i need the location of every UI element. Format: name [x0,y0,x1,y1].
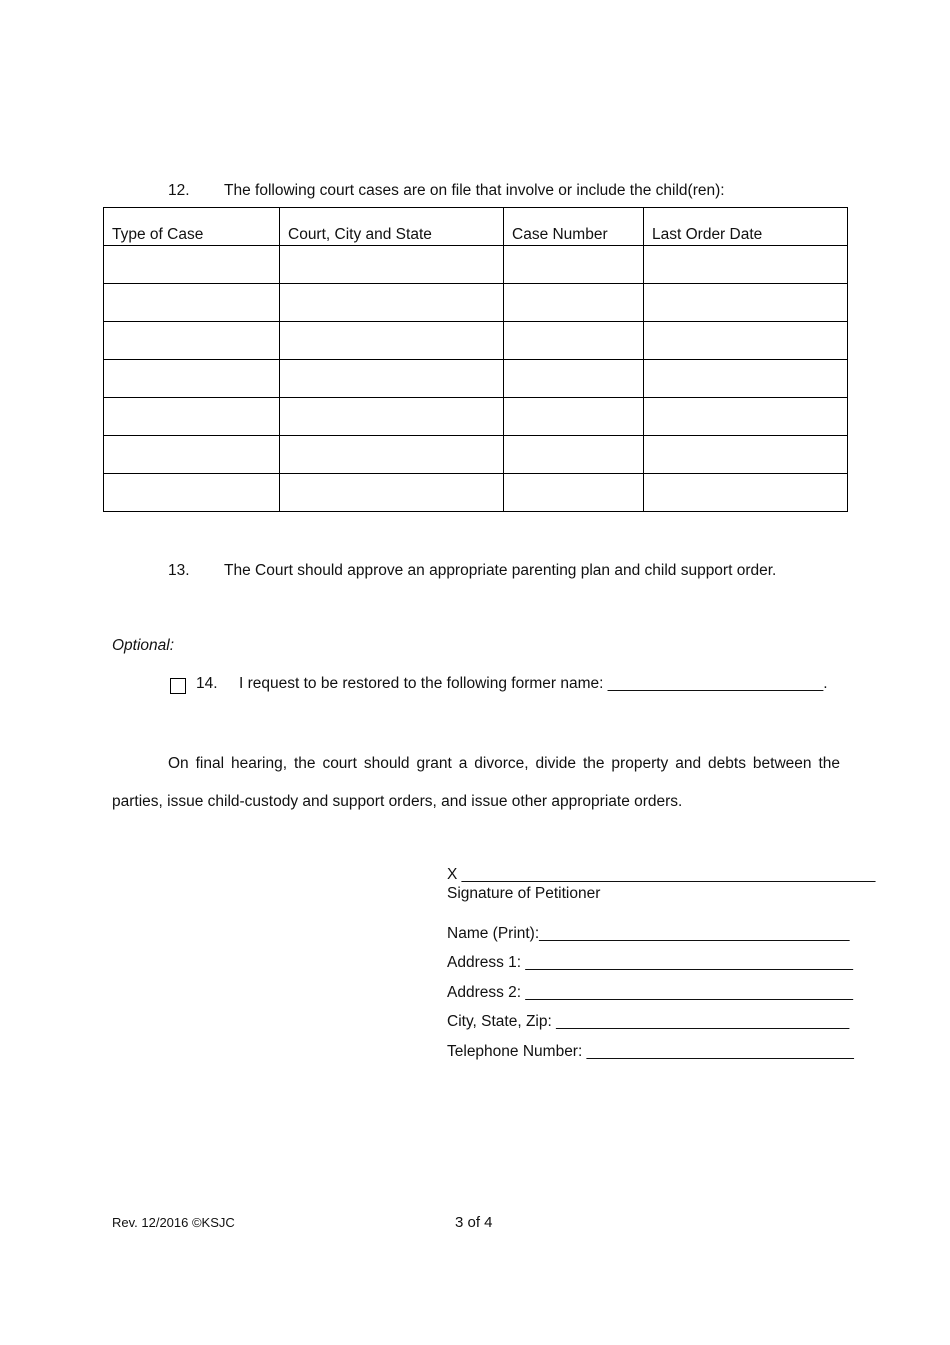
table-cell[interactable] [644,246,848,284]
table-cell[interactable] [280,284,504,322]
table-cell[interactable] [644,398,848,436]
table-cell[interactable] [644,284,848,322]
table-row [104,398,848,436]
table-cell[interactable] [504,398,644,436]
table-row [104,436,848,474]
table-cell[interactable] [504,360,644,398]
item-13-number: 13. [168,562,190,579]
page-number: 3 of 4 [455,1214,493,1231]
item-12-text: The following court cases are on file that involve or include the child(ren): [224,182,725,199]
table-cell[interactable] [104,398,280,436]
table-cell[interactable] [280,360,504,398]
table-cell[interactable] [280,436,504,474]
name-print-field[interactable]: Name (Print):____________________________________ [447,925,850,942]
table-header-row [104,208,848,246]
signature-caption: Signature of Petitioner [447,885,601,902]
table-cell[interactable] [104,284,280,322]
address-1-field[interactable]: Address 1: ______________________________________ [447,954,853,971]
header-court-city-state: Court, City and State [280,208,504,246]
former-name-checkbox[interactable] [170,678,186,694]
table-cell[interactable] [280,474,504,512]
address-2-field[interactable]: Address 2: ______________________________________ [447,984,853,1001]
item-14-text: I request to be restored to the following former name: _________________________. [239,675,828,692]
table-cell[interactable] [104,436,280,474]
table-cell[interactable] [644,474,848,512]
revision-footer: Rev. 12/2016 ©KSJC [112,1215,235,1230]
item-12 [168,182,725,200]
table-cell[interactable] [280,398,504,436]
table-cell[interactable] [104,474,280,512]
table-row [104,360,848,398]
court-cases-table [103,207,848,512]
table-row [104,474,848,512]
table-cell[interactable] [644,436,848,474]
table-cell[interactable] [104,246,280,284]
table-row [104,322,848,360]
table-cell[interactable] [104,360,280,398]
item-13 [168,562,776,580]
table-cell[interactable] [504,474,644,512]
header-type-of-case: Type of Case [104,208,280,246]
table-cell[interactable] [504,322,644,360]
header-case-number: Case Number [504,208,644,246]
telephone-number-field[interactable]: Telephone Number: _______________________________ [447,1043,854,1060]
table-cell[interactable] [104,322,280,360]
table-cell[interactable] [280,322,504,360]
city-state-zip-field[interactable]: City, State, Zip: __________________________________ [447,1013,850,1030]
item-12-number: 12. [168,182,190,199]
table-row [104,246,848,284]
final-hearing-paragraph: On final hearing, the court should grant a divorce, divide the property and debts between the parties, issue child-custody and support orders, and issue other appropriate orders. [112,755,840,810]
table-cell[interactable] [644,322,848,360]
table-cell[interactable] [504,436,644,474]
item-14 [196,675,828,693]
signature-line[interactable]: X ________________________________________________ [447,866,876,883]
table-cell[interactable] [644,360,848,398]
optional-label: Optional: [112,637,175,654]
header-last-order-date: Last Order Date [644,208,848,246]
table-row [104,284,848,322]
table-cell[interactable] [504,246,644,284]
item-13-text: The Court should approve an appropriate parenting plan and child support order. [224,562,777,579]
item-14-number: 14. [196,675,218,692]
table-cell[interactable] [280,246,504,284]
table-cell[interactable] [504,284,644,322]
